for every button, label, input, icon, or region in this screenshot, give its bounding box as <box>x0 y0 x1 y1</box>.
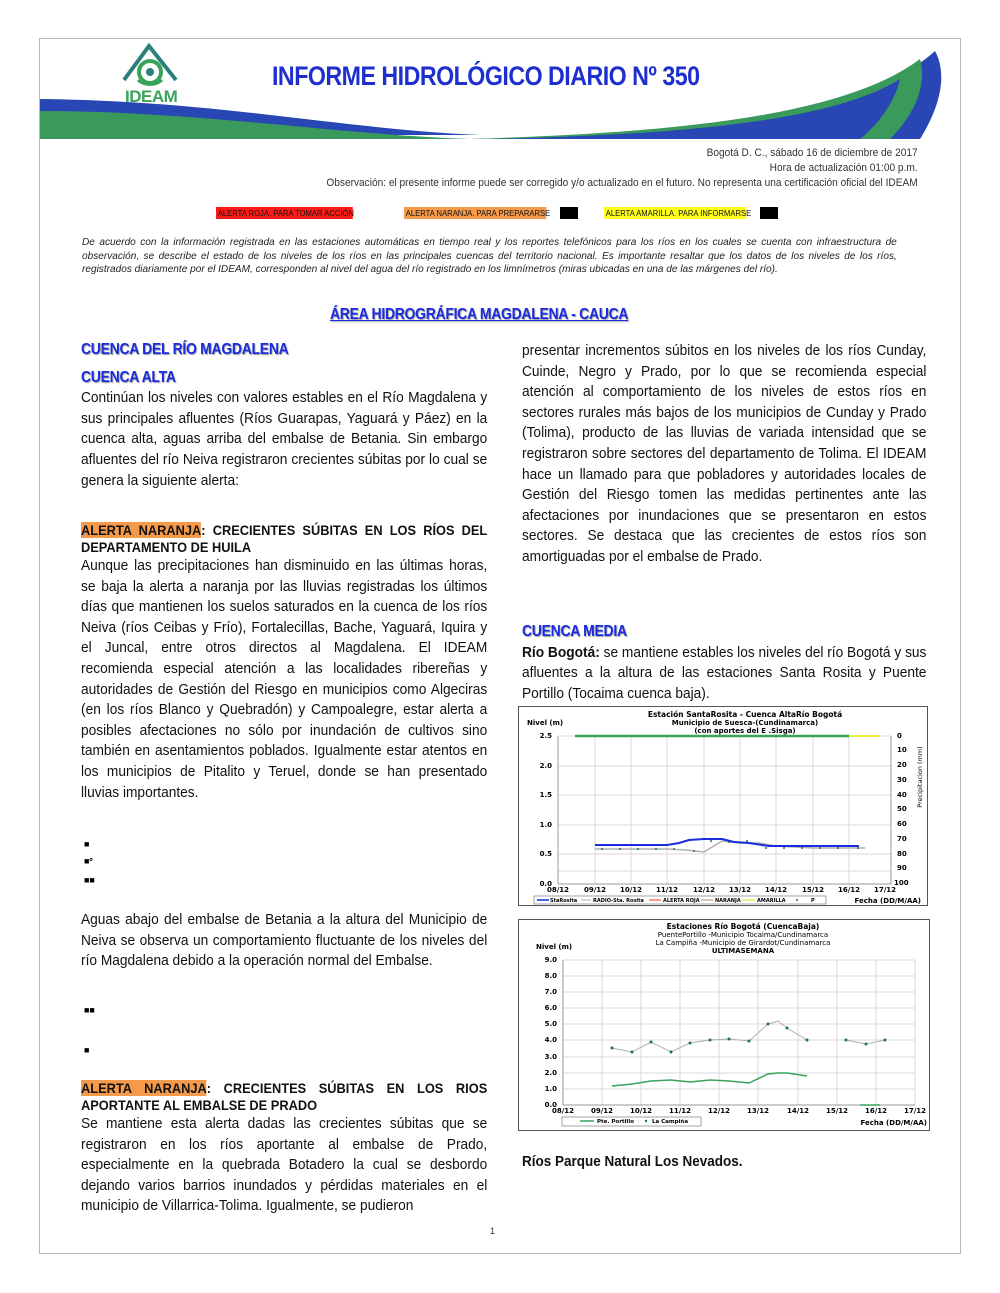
svg-text:2.0: 2.0 <box>544 1069 557 1077</box>
report-date: Bogotá D. C., sábado 16 de diciembre de 2017 <box>707 147 918 159</box>
paragraph-betania: Aguas abajo del embalse de Betania a la altura del Municipio de Neiva se observa un comportamiento fluctuante de los niveles del río Magdalena debido a la operación normal del Embalse. <box>81 911 488 970</box>
svg-text:50: 50 <box>897 805 907 813</box>
svg-text:15/12: 15/12 <box>801 886 825 894</box>
svg-text:9.0: 9.0 <box>544 956 557 964</box>
svg-text:40: 40 <box>897 791 907 799</box>
svg-text:Nivel (m): Nivel (m) <box>527 719 564 727</box>
svg-text:Estación SantaRosita - Cuenca: Estación SantaRosita - Cuenca AltaRío Bogotá <box>647 710 843 719</box>
svg-text:RADIO-Sta. Rosita: RADIO-Sta. Rosita <box>593 898 644 904</box>
paragraph-huila: Aunque las precipitaciones han disminuido en las últimas horas, se baja la alerta a naranja por las lluvias registradas los últimos días que mantienen los suelos saturados en la cuenca de los ríos Neiva (ríos Ceibas y Frío), Fortalecillas, Bache, Yaguará, Iquira y el Juncal, entre otros directos al Magdalena. El IDEAM recomienda especial atención a las localidades ribereñas y autoridades de Gestión del Riesgo en municipios como Algeciras (en los ríos Blanco y Quebradón) y Campoalegre, estar alerta a posibles afectaciones no sólo por inundación de cultivos sino también en asentamientos poblados. Igualmente estar atentos en los municipios de Pitalito y Teruel, donde se han presentado lluvias importantes. <box>81 557 488 801</box>
svg-text:80: 80 <box>897 850 907 858</box>
svg-text:16/12: 16/12 <box>837 886 861 894</box>
svg-text:0.0: 0.0 <box>539 880 552 888</box>
redaction-box <box>560 207 578 219</box>
alert-heading-text: CRECIENTES SÚBITAS EN LOS RÍOS DEL DEPARTAMENTO DE HUILA <box>81 522 488 555</box>
observation-note: Observación: el presente informe puede ser corregido y/o actualizado en el futuro. No representa una certificación oficial del IDEAM <box>326 177 918 189</box>
svg-text:60: 60 <box>897 820 907 828</box>
svg-text:P: P <box>811 898 815 904</box>
heading-cuenca-magdalena: CUENCA DEL RÍO MAGDALENA <box>81 341 289 358</box>
alert-legend-yellow: ALERTA AMARILLA. PARA INFORMARSE <box>605 208 752 218</box>
right-column <box>522 341 926 568</box>
svg-text:12/12: 12/12 <box>692 886 716 894</box>
svg-text:4.0: 4.0 <box>544 1036 557 1044</box>
alert-heading-huila: ALERTA NARANJA: CRECIENTES SÚBITAS EN LOS RÍOS DEL DEPARTAMENTO DE HUILA <box>81 522 488 555</box>
report-meta <box>327 146 918 191</box>
svg-text:Nivel (m): Nivel (m) <box>536 943 573 951</box>
area-title: ÁREA HIDROGRÁFICA MAGDALENA - CAUCA <box>330 306 629 323</box>
svg-text:0: 0 <box>897 732 902 740</box>
cuenca-media-section <box>522 622 926 704</box>
report-title: INFORME HIDROLÓGICO DIARIO Nº 350 <box>272 61 700 91</box>
svg-text:1.5: 1.5 <box>539 791 552 799</box>
svg-text:6.0: 6.0 <box>544 1004 557 1012</box>
svg-text:90: 90 <box>897 864 907 872</box>
svg-text:14/12: 14/12 <box>786 1107 810 1115</box>
image-placeholder-marks: ■ ■º ■■ <box>84 839 95 885</box>
svg-text:Fecha (DD/M/AA): Fecha (DD/M/AA) <box>860 1119 927 1127</box>
svg-text:1.0: 1.0 <box>539 821 552 829</box>
svg-text:10/12: 10/12 <box>629 1107 653 1115</box>
svg-text:16/12: 16/12 <box>864 1107 888 1115</box>
svg-text:Municipio de Suesca-(Cundinama: Municipio de Suesca-(Cundinamarca) <box>671 719 819 727</box>
svg-text:(con aportes del E .Sisga): (con aportes del E .Sisga) <box>694 727 796 735</box>
svg-text:30: 30 <box>897 776 907 784</box>
alert-heading-prado: ALERTA NARANJA: CRECIENTES SÚBITAS EN LOS RIOS APORTANTE AL EMBALSE DE PRADO <box>81 1080 488 1113</box>
svg-text:2.5: 2.5 <box>539 732 552 740</box>
alert-legend-red: ALERTA ROJA. PARA TOMAR ACCIÓN <box>217 208 354 218</box>
svg-text:1.0: 1.0 <box>544 1085 557 1093</box>
svg-text:08/12: 08/12 <box>546 886 570 894</box>
svg-text:11/12: 11/12 <box>668 1107 692 1115</box>
svg-text:AMARILLA: AMARILLA <box>757 898 786 904</box>
svg-text:2.0: 2.0 <box>539 762 552 770</box>
chart-santa-rosita <box>518 706 928 906</box>
heading-cuenca-alta: CUENCA ALTA <box>81 368 176 386</box>
svg-text:100: 100 <box>894 879 909 887</box>
paragraph-cuenca-alta: Continúan los niveles con valores estables en el Río Magdalena y sus principales afluentes (Ríos Guarapas, Yaguará y Páez) en la cuenca alta, aguas arriba del embalse de Betania. Sin embargo afluentes del río Neiva registraron crecientes súbitas por lo cual se genera la siguiente alerta: <box>81 389 488 489</box>
page-number: 1 <box>490 1226 496 1236</box>
image-placeholder-marks: ■■ ■ <box>84 1005 95 1055</box>
svg-text:0.5: 0.5 <box>539 850 552 858</box>
intro-paragraph: De acuerdo con la información registrada en las estaciones automáticas en tiempo real y los reportes telefónicos para los ríos en los cuales se cuenta con infraestructura de observación, se describe el estado de los niveles de los ríos en las principales cuencas del territorio nacional. Es importante resaltar que los datos de los niveles de los ríos, registrados diariamente por el IDEAM, corresponden al nivel del agua del río registrado en los limnímetros (miras ubicadas en una de las márgenes del río). <box>82 237 897 276</box>
ideam-logo-text: IDEAM <box>125 87 178 106</box>
svg-text:20: 20 <box>897 761 907 769</box>
alert-badge-orange: ALERTA NARANJA <box>81 522 202 538</box>
report-header <box>40 39 960 139</box>
paragraph-prado: Se mantiene esta alerta dadas las crecientes súbitas que se registraron en los ríos aportante al embalse de Prado, especialmente en la quebrada Botadero la cual se desbordo dejando varios barrios inundados y pérdidas materiales en el municipio de Villarrica-Tolima. Igualmente, se pudieron <box>81 1115 488 1215</box>
svg-text:08/12: 08/12 <box>551 1107 575 1115</box>
alert-heading-text: CRECIENTES SÚBITAS EN LOS RIOS APORTANTE AL EMBALSE DE PRADO <box>81 1080 488 1113</box>
svg-text:11/12: 11/12 <box>655 886 679 894</box>
svg-text:13/12: 13/12 <box>728 886 752 894</box>
svg-text:3.0: 3.0 <box>544 1053 557 1061</box>
svg-text:15/12: 15/12 <box>825 1107 849 1115</box>
svg-text:09/12: 09/12 <box>583 886 607 894</box>
svg-text:Pte. Portillo: Pte. Portillo <box>597 1119 634 1125</box>
paragraph-prado-continued: presentar incrementos súbitos en los niveles de los ríos Cunday, Cuinde, Negro y Prado, por lo que se recomienda especial atención al comportamiento de los niveles de estos ríos en sectores rurales más bajos de los municipios de Cunday y Prado (Tolima), producto de las lluvias de variada intensidad que se registraron sobre sectores del departamento de Tolima. El IDEAM hace un llamado para que pobladores y autoridades locales de Gestión del Riesgo tomen las medidas pertinentes ante las afectaciones por inundaciones que se presentaron en estos sectores. Se destaca que las crecientes de estos ríos son amortiguadas por el embalse de Prado. <box>522 342 927 565</box>
alert-section-huila <box>81 522 487 803</box>
svg-text:17/12: 17/12 <box>903 1107 927 1115</box>
svg-text:8.0: 8.0 <box>544 972 557 980</box>
chart-rio-bogota-cuenca-baja <box>518 919 930 1131</box>
svg-text:10/12: 10/12 <box>619 886 643 894</box>
alert-legend-orange: ALERTA NARANJA. PARA PREPARARSE <box>405 208 551 218</box>
paragraph-rio-bogota: Río Bogotá: se mantiene estables los niveles del río Bogotá y sus afluentes a la altura de las estaciones Santa Rosita y Puente Portillo (Tocaima cuenca baja). <box>522 643 927 702</box>
paragraph-betania-section <box>81 910 487 972</box>
heading-rios-nevados: Ríos Parque Natural Los Nevados. <box>522 1153 743 1170</box>
svg-text:70: 70 <box>897 835 907 843</box>
svg-text:09/12: 09/12 <box>590 1107 614 1115</box>
svg-text:7.0: 7.0 <box>544 988 557 996</box>
svg-text:10: 10 <box>897 746 907 754</box>
svg-text:17/12: 17/12 <box>873 886 897 894</box>
heading-cuenca-media: CUENCA MEDIA <box>522 623 627 640</box>
svg-text:14/12: 14/12 <box>764 886 788 894</box>
svg-text:5.0: 5.0 <box>544 1020 557 1028</box>
svg-text:PuentePortillo -Municipio Toca: PuentePortillo -Municipio Tocaima/Cundinamarca <box>657 931 829 939</box>
svg-text:ALERTA ROJA: ALERTA ROJA <box>663 898 700 904</box>
alert-section-prado <box>81 1080 487 1217</box>
svg-text:La Campiña -Municipio de Girar: La Campiña -Municipio de Girardot/Cundinamarca <box>655 939 831 947</box>
svg-text:La Campiña: La Campiña <box>652 1119 689 1125</box>
svg-text:StaRosita: StaRosita <box>550 898 578 904</box>
svg-text:Precipitacion (mm): Precipitacion (mm) <box>916 746 924 808</box>
svg-text:13/12: 13/12 <box>746 1107 770 1115</box>
alert-badge-orange: ALERTA NARANJA <box>81 1080 207 1096</box>
svg-text:Fecha (DD/M/AA): Fecha (DD/M/AA) <box>854 897 921 905</box>
svg-text:12/12: 12/12 <box>707 1107 731 1115</box>
svg-text:0.0: 0.0 <box>544 1101 557 1109</box>
update-time: Hora de actualización 01:00 p.m. <box>770 162 918 174</box>
redaction-box <box>760 207 778 219</box>
svg-text:NARANJA: NARANJA <box>715 898 741 904</box>
alert-legend <box>0 207 1000 219</box>
svg-text:Estaciones Río Bogotá (CuencaB: Estaciones Río Bogotá (CuencaBaja) <box>666 922 820 931</box>
svg-text:ULTIMASEMANA: ULTIMASEMANA <box>711 947 775 955</box>
left-column <box>81 340 487 491</box>
